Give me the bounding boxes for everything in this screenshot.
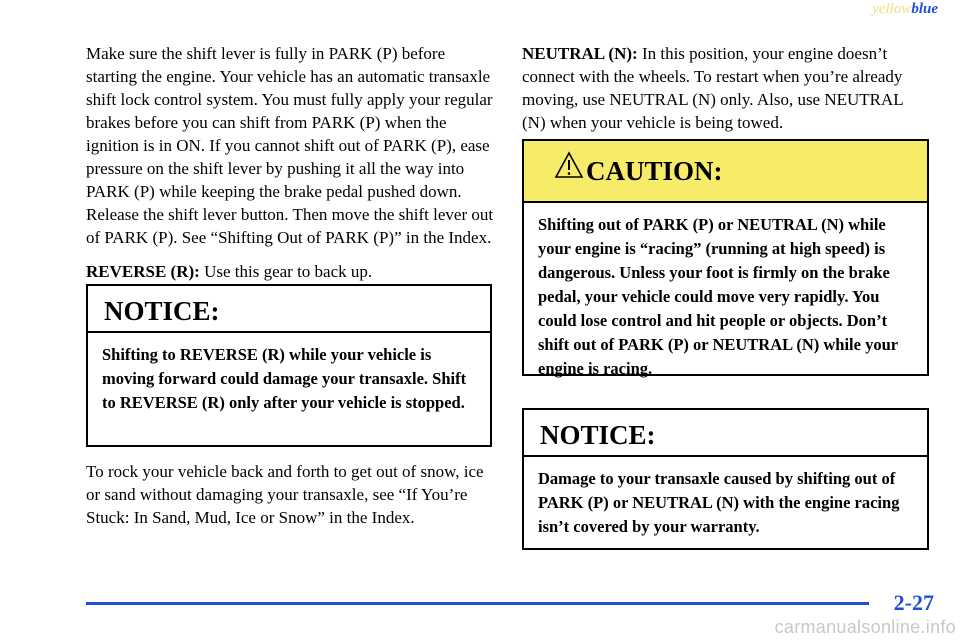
notice-body: Damage to your transaxle caused by shifting out of PARK (P) or NEUTRAL (N) with the engine racing isn’t covered by your warranty. xyxy=(538,469,900,536)
reverse-paragraph xyxy=(86,260,494,283)
notice-box-reverse xyxy=(86,284,492,447)
reverse-label: REVERSE (R): xyxy=(86,262,200,281)
neutral-paragraph xyxy=(522,42,930,134)
neutral-text: In this position, your engine doesn’t connect with the wheels. To restart when you’re already moving, use NEUTRAL (N) only. Also, use NEUTRAL (N) when your vehicle is being towed. xyxy=(522,44,904,132)
right-column xyxy=(522,42,930,134)
header-color-tag xyxy=(872,0,938,18)
caution-title: CAUTION: xyxy=(586,156,723,186)
shift-lock-paragraph: Make sure the shift lever is fully in PARK (P) before starting the engine. Your vehicle has an automatic transaxle shift lock control system. You must fully apply your regular brakes before you can shift from PARK (P) when the ignition is in ON. If you cannot shift out of PARK (P), ease pressure on the shift lever by pushing it all the way into PARK (P) while keeping the brake pedal pushed down. Release the shift lever button. Then move the shift lever out of PARK (P). See “Shifting Out of PARK (P)” in the Index. xyxy=(86,44,494,247)
watermark: carmanualsonline.info xyxy=(774,617,956,637)
left-column xyxy=(86,42,494,283)
notice-title: NOTICE: xyxy=(540,420,656,450)
reverse-text: Use this gear to back up. xyxy=(204,262,373,281)
caution-box xyxy=(522,139,929,376)
caution-header xyxy=(524,141,927,203)
header-tag-blue: blue xyxy=(911,1,938,17)
caution-body: Shifting out of PARK (P) or NEUTRAL (N) while your engine is “racing” (running at high speed) is dangerous. Unless your foot is firmly on the brake pedal, your vehicle could move very rapidly. You could lose control and hit people or objects. Don’t shift out of PARK (P) or NEUTRAL (N) while your engine is racing. xyxy=(538,215,898,378)
neutral-label: NEUTRAL (N): xyxy=(522,44,638,63)
notice-box-warranty xyxy=(522,408,929,550)
header-tag-yellow: yellow xyxy=(872,1,912,17)
notice-body: Shifting to REVERSE (R) while your vehicle is moving forward could damage your transaxle. Shift to REVERSE (R) only after your vehicle is stopped. xyxy=(102,345,467,412)
footer-rule xyxy=(86,602,869,605)
page-number: 2-27 xyxy=(893,590,934,615)
notice-title: NOTICE: xyxy=(104,296,220,326)
warning-triangle-icon xyxy=(554,151,584,179)
rocking-paragraph: To rock your vehicle back and forth to get out of snow, ice or sand without damaging your transaxle, see “If You’re Stuck: In Sand, Mud, Ice or Snow” in the Index. xyxy=(86,462,484,527)
